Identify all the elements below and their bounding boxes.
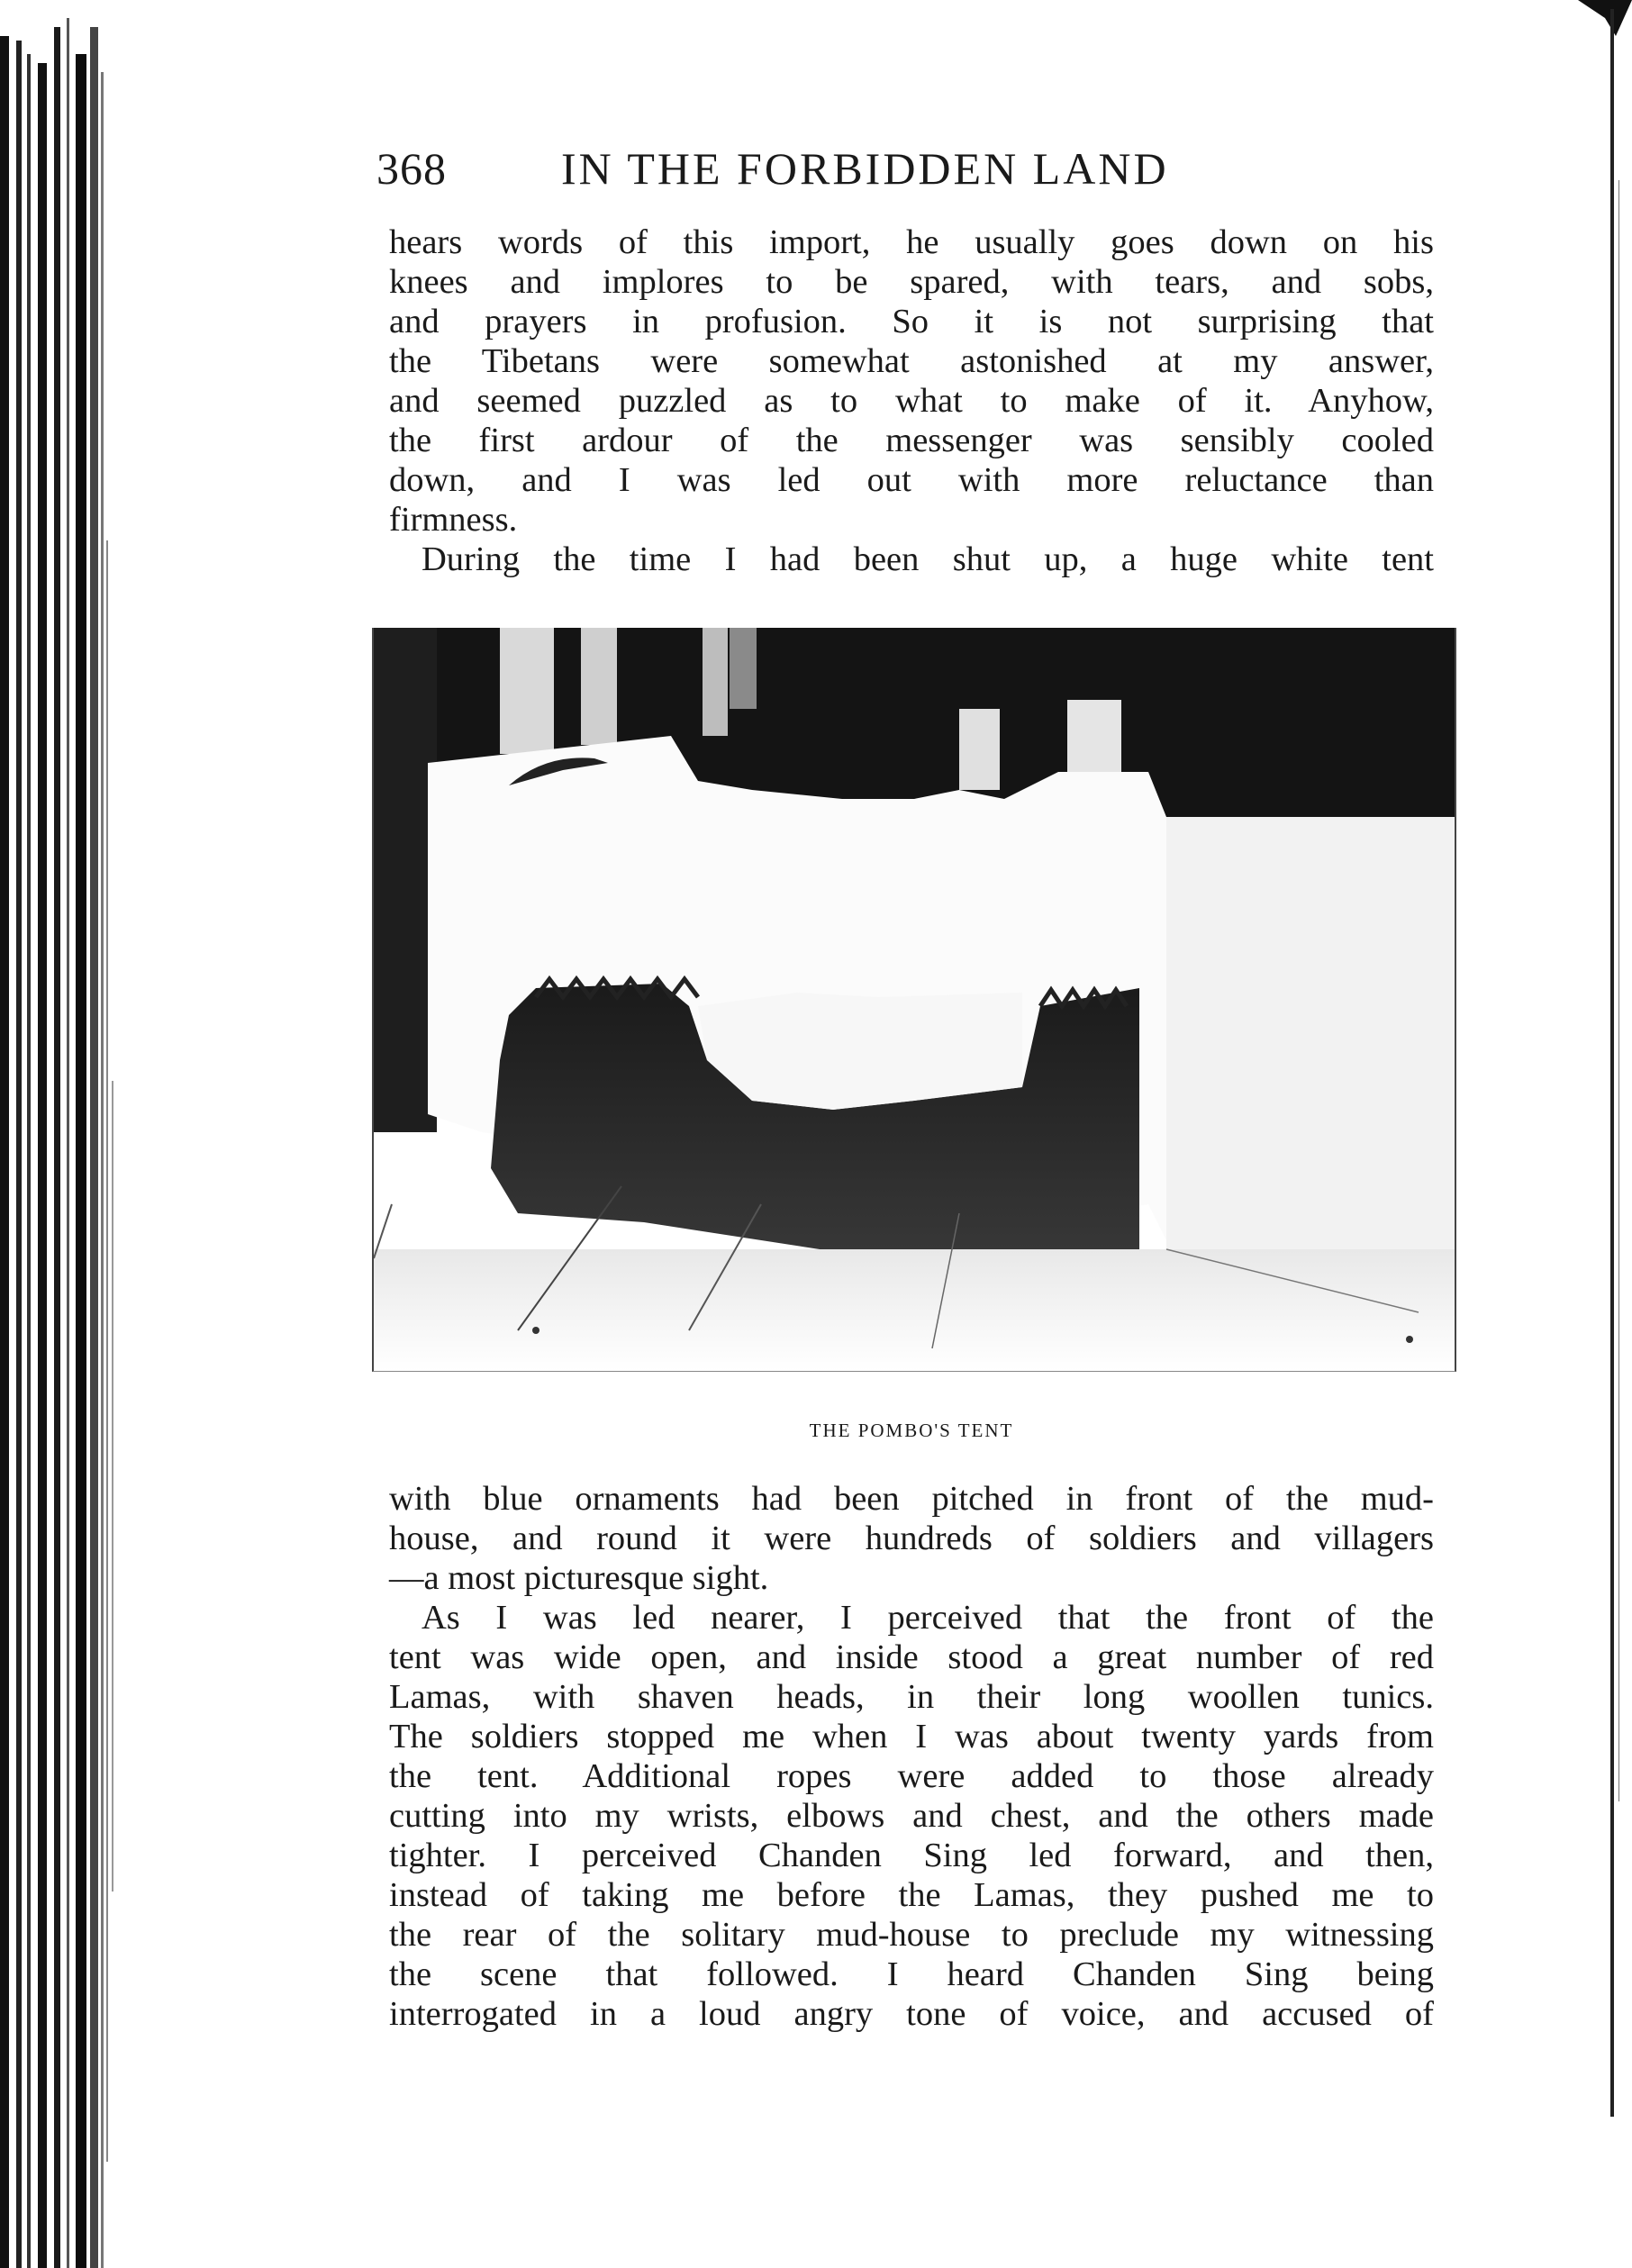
text-line: hears words of this import, he usually goes down on his	[389, 223, 1434, 261]
book-spine-edge	[0, 0, 122, 2268]
figure-caption: THE POMBO'S TENT	[809, 1420, 1014, 1441]
text-line: and prayers in profusion. So it is not surprising that	[389, 303, 1434, 340]
text-line: with blue ornaments had been pitched in front of the mud-	[389, 1480, 1434, 1518]
paragraph-last	[389, 1598, 1434, 2034]
text-line: As I was led nearer, I perceived that the front of the	[422, 1599, 1434, 1637]
text-line: During the time I had been shut up, a huge white tent	[422, 540, 1434, 578]
paragraph-top	[389, 222, 1434, 540]
text-line: instead of taking me before the Lamas, they pushed me to	[389, 1876, 1434, 1914]
text-line: the rear of the solitary mud-house to preclude my witnessing	[389, 1916, 1434, 1954]
text-line: house, and round it were hundreds of soldiers and villagers	[389, 1520, 1434, 1557]
text-line: interrogated in a loud angry tone of voice, and accused of	[389, 1995, 1434, 2033]
text-line: Lamas, with shaven heads, in their long woollen tunics.	[389, 1678, 1434, 1716]
text-line: —a most picturesque sight.	[389, 1559, 769, 1597]
text-line: the tent. Additional ropes were added to those already	[389, 1757, 1434, 1795]
text-line: the scene that followed. I heard Chanden Sing being	[389, 1955, 1434, 1993]
text-line: tent was wide open, and inside stood a great number of red	[389, 1638, 1434, 1676]
page-header	[376, 142, 1277, 196]
page-number: 368	[376, 143, 447, 194]
text-line: firmness.	[389, 501, 518, 539]
paragraph-second	[389, 540, 1434, 579]
page-right-edge	[1578, 0, 1632, 2268]
running-title: IN THE FORBIDDEN LAND	[561, 143, 1169, 194]
paragraph-after-figure	[389, 1479, 1434, 1598]
tent-photograph	[372, 628, 1456, 1372]
text-line: the first ardour of the messenger was sensibly cooled	[389, 422, 1434, 459]
text-line: knees and implores to be spared, with tears, and sobs,	[389, 263, 1434, 301]
text-line: down, and I was led out with more reluctance than	[389, 461, 1434, 499]
text-line: and seemed puzzled as to what to make of it. Anyhow,	[389, 382, 1434, 420]
text-line: the Tibetans were somewhat astonished at my answer,	[389, 342, 1434, 380]
text-line: tighter. I perceived Chanden Sing led forward, and then,	[389, 1837, 1434, 1874]
text-line: The soldiers stopped me when I was about twenty yards from	[389, 1718, 1434, 1755]
text-line: cutting into my wrists, elbows and chest, and the others made	[389, 1797, 1434, 1835]
